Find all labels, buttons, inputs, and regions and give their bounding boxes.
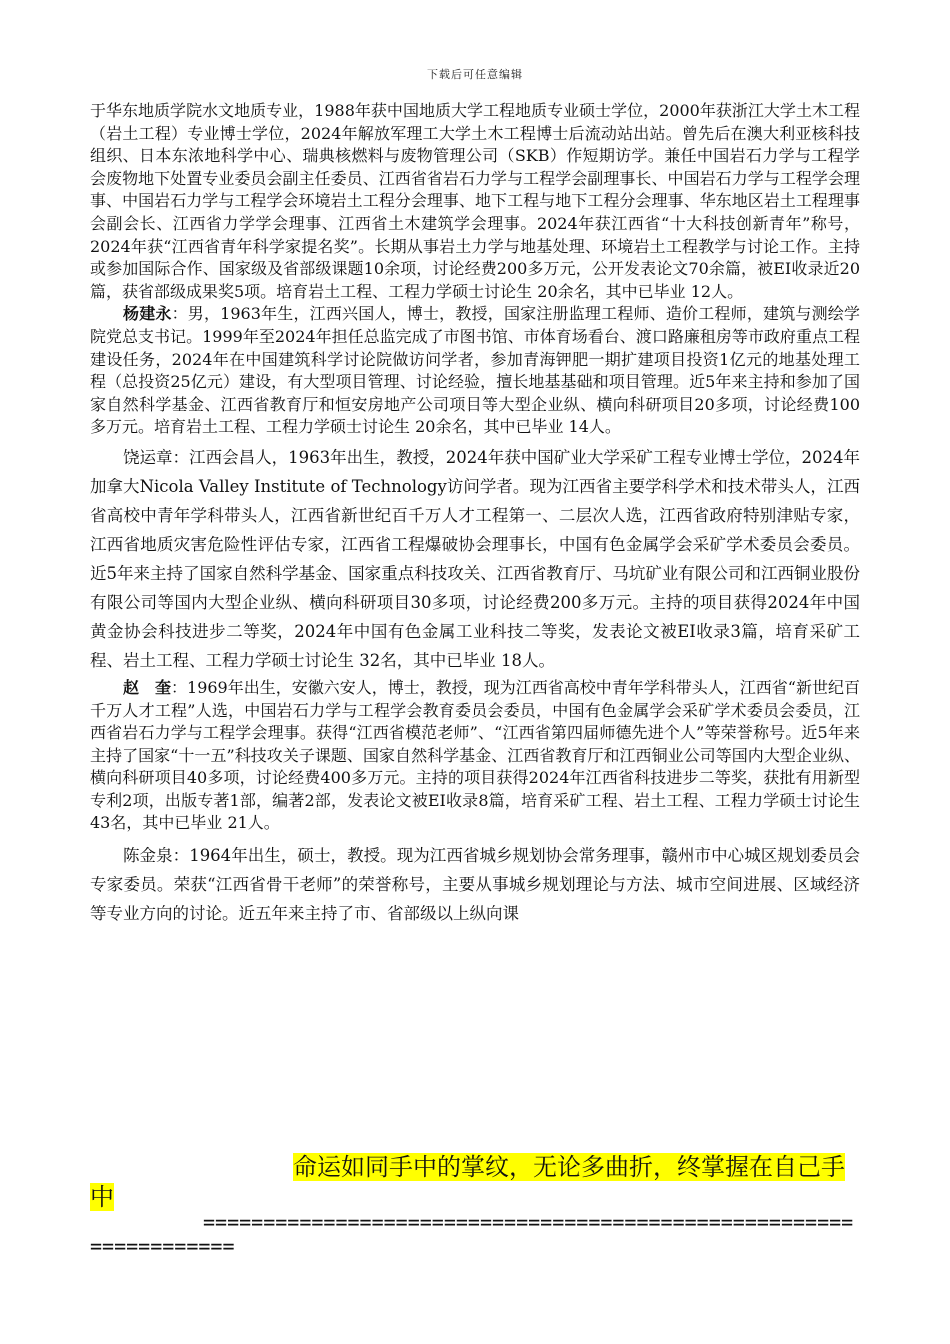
paragraph-4-text: ：1969年出生，安徽六安人，博士，教授，现为江西省高校中青年学科带头人，江西省“新世纪百千万人才工程”人选，中国岩石力学与工程学会教育委员会委员，中国有色金属学会采矿学术委员会委员，江西省岩石力学与工程学会理事。获得“江西省模范老师”、“江西省第四届师德先进个人”等荣誉称号。近5年来主持了国家“十一五”科技攻关子课题、国家自然科学基金、江西省教育厅和江西铜业公司等国内大型企业纵、横向科研项目40多项，讨论经费400多万元。主持的项目获得2024年江西省科技进步二等奖，获批有用新型专利2项，出版专著1部，编著2部，发表论文被EI收录8篇，培育采矿工程、岩土工程、工程力学硕士讨论生 43名，其中已毕业 21人。 <box>90 677 860 833</box>
separator-line <box>90 1210 865 1258</box>
page-header: 下载后可任意编辑 <box>427 68 523 81</box>
paragraph-3: 饶运章：江西会昌人，1963年出生，教授，2024年获中国矿业大学采矿工程专业博士学位，2024年加拿大Nicola Valley Institute of Technology访问学者。现为江西省主要学科学术和技术带头人，江西省高校中青年学科带头人，江西省新世纪百千万人才工程第一、二层次人选，江西省政府特别津贴专家，江西省地质灾害危险性评估专家，江西省工程爆破协会理事长，中国有色金属学会采矿学术委员会委员。近5年来主持了国家自然科学基金、国家重点科技攻关、江西省教育厅、马坑矿业有限公司和江西铜业股份有限公司等国内大型企业纵、横向科研项目30多项，讨论经费200多万元。主持的项目获得2024年中国黄金协会科技进步二等奖，2024年中国有色金属工业科技二等奖，发表论文被EI收录3篇，培育采矿工程、岩土工程、工程力学硕士讨论生 32名，其中已毕业 18人。 <box>90 447 860 670</box>
paragraph-5: 陈金泉：1964年出生，硕士，教授。现为江西省城乡规划协会常务理事，赣州市中心城区规划委员会专家委员。荣获“江西省骨干老师”的荣誉称号，主要从事城乡规划理论与方法、城市空间进展、区域经济等专业方向的讨论。近五年来主持了市、省部级以上纵向课 <box>90 846 860 924</box>
paragraph-1: 于华东地质学院水文地质专业，1988年获中国地质大学工程地质专业硕士学位，2000年获浙江大学土木工程（岩土工程）专业博士学位，2024年解放军理工大学土木工程博士后流动站出站。曾先后在澳大利亚核科技组织、日本东浓地科学中心、瑞典核燃料与废物管理公司（SKB）作短期访学。兼任中国岩石力学与工程学会废物地下处置专业委员会副主任委员、江西省省岩石力学与工程学会副理事长、中国岩石力学与工程学会理事、中国岩石力学与工程学会环境岩土工程分会理事、地下工程与地下工程分会理事、华东地区岩土工程理事会副会长、江西省力学学会理事、江西省土木建筑学会理事。2024年获江西省“十大科技创新青年”称号，2024年获“江西省青年科学家提名奖”。长期从事岩土力学与地基处理、环境岩土工程教学与讨论工作。主持或参加国际合作、国家级及省部级课题10余项，讨论经费200多万元，公开发表论文70余篇，被EI收录近20篇，获省部级成果奖5项。培育岩土工程、工程力学硕士讨论生 20余名，其中已毕业 12人。 <box>90 101 860 301</box>
person-name-zhao: 赵 奎 <box>123 677 172 697</box>
document-body <box>90 100 860 928</box>
paragraph-2 <box>90 303 860 439</box>
motto-highlight: 命运如同手中的掌纹，无论多曲折，终掌握在自己手中 <box>90 1153 845 1211</box>
separator-text: ================================================================== <box>90 1210 854 1258</box>
paragraph-2-text: ：男，1963年生，江西兴国人，博士，教授，国家注册监理工程师、造价工程师，建筑与测绘学院党总支书记。1999年至2024年担任总监完成了市图书馆、市体育场看台、渡口路廉租房等市政府重点工程建设任务，2024年在中国建筑科学讨论院做访问学者，参加青海钾肥一期扩建项目投资1亿元的地基处理工程（总投资25亿元）建设，有大型项目管理、讨论经验，擅长地基基础和项目管理。近5年来主持和参加了国家自然科学基金、江西省教育厅和恒安房地产公司项目等大型企业纵、横向科研项目20多项，讨论经费100多万元。培育岩土工程、工程力学硕士讨论生 20余名，其中已毕业 14人。 <box>90 304 860 437</box>
person-name-yang: 杨建永 <box>123 304 172 324</box>
motto-line <box>90 1152 865 1212</box>
paragraph-4 <box>90 677 860 835</box>
